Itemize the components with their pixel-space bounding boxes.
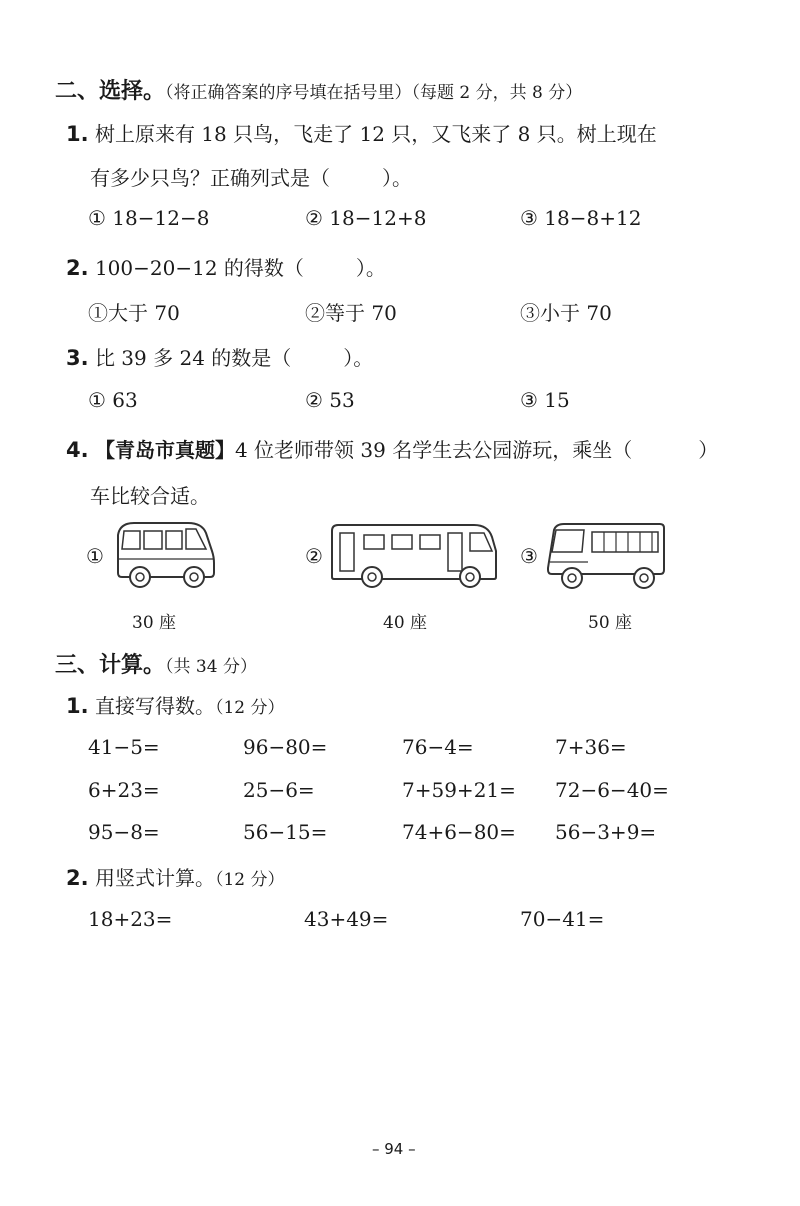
question-4-line1 xyxy=(66,434,718,463)
calc-item: 95−8= xyxy=(88,820,160,844)
calc-item: 7+59+21= xyxy=(402,778,516,802)
question-text: ）。 xyxy=(355,256,386,280)
seat-label: 40 座 xyxy=(383,613,428,633)
option-mark-1: ① xyxy=(86,544,104,568)
question-number: 1. xyxy=(66,122,89,146)
question-text: 用竖式计算。 xyxy=(94,866,215,890)
question-text: 100−20−12 的得数（ xyxy=(94,256,304,280)
option-1: ① 63 xyxy=(88,388,138,412)
coach-bus-icon xyxy=(544,518,668,592)
question-text: 有多少只鸟？正确列式是（ xyxy=(90,166,330,190)
calc-item: 56−3+9= xyxy=(555,820,657,844)
question-score: （12 分） xyxy=(214,870,285,890)
question-text: ）。 xyxy=(343,346,374,370)
option-2: ②等于 70 xyxy=(305,301,397,325)
city-bus-icon xyxy=(328,521,500,589)
source-tag: 【青岛市真题】 xyxy=(94,438,235,462)
seat-label: 50 座 xyxy=(588,613,633,633)
question-text: 直接写得数。 xyxy=(94,694,215,718)
question-1-line1 xyxy=(66,118,657,147)
calc-item: 41−5= xyxy=(88,735,160,759)
calc-item: 76−4= xyxy=(402,735,474,759)
vertical-calc-item: 43+49= xyxy=(304,907,389,931)
question-number: 2. xyxy=(66,866,89,890)
vertical-calc-item: 18+23= xyxy=(88,907,173,931)
calc-item: 6+23= xyxy=(88,778,160,802)
question-text: ） xyxy=(698,438,719,462)
question-score: （12 分） xyxy=(214,698,285,718)
question-3 xyxy=(66,342,373,371)
option-3: ③ 15 xyxy=(520,388,570,412)
section3-title: 三、计算。 xyxy=(55,653,166,678)
option-1: ① 18−12−8 xyxy=(88,206,210,230)
question-4-line2: 车比较合适。 xyxy=(90,484,210,508)
question-number: 4. xyxy=(66,438,89,462)
page-number: – 94 – xyxy=(372,1140,416,1158)
option-1: ①大于 70 xyxy=(88,301,180,325)
calc-question-1 xyxy=(66,690,285,719)
option-3: ③ 18−8+12 xyxy=(520,206,642,230)
question-1-line2 xyxy=(90,162,412,191)
question-text: 树上原来有 18 只鸟，飞走了 12 只，又飞来了 8 只。树上现在 xyxy=(94,122,657,146)
option-mark-2: ② xyxy=(305,544,323,568)
question-text: ）。 xyxy=(382,166,412,190)
question-number: 2. xyxy=(66,256,89,280)
seat-label: 30 座 xyxy=(132,613,177,633)
calc-item: 25−6= xyxy=(243,778,315,802)
section2-note: （将正确答案的序号填在括号里）（每题 2 分，共 8 分） xyxy=(165,83,583,103)
vertical-calc-item: 70−41= xyxy=(520,907,605,931)
section3-note: （共 34 分） xyxy=(165,657,257,677)
section3-header xyxy=(55,648,257,679)
section2-header xyxy=(55,74,582,105)
minibus-icon xyxy=(110,517,216,591)
calc-question-2 xyxy=(66,862,285,891)
calc-item: 7+36= xyxy=(555,735,627,759)
calc-item: 96−80= xyxy=(243,735,328,759)
question-2 xyxy=(66,252,386,281)
question-number: 1. xyxy=(66,694,89,718)
calc-item: 74+6−80= xyxy=(402,820,516,844)
question-number: 3. xyxy=(66,346,89,370)
question-text: 比 39 多 24 的数是（ xyxy=(94,346,292,370)
option-2: ② 18−12+8 xyxy=(305,206,427,230)
question-text: 4 位老师带领 39 名学生去公园游玩，乘坐（ xyxy=(234,438,633,462)
option-2: ② 53 xyxy=(305,388,355,412)
calc-item: 56−15= xyxy=(243,820,328,844)
calc-item: 72−6−40= xyxy=(555,778,669,802)
option-mark-3: ③ xyxy=(520,544,538,568)
option-3: ③小于 70 xyxy=(520,301,612,325)
section2-title: 二、选择。 xyxy=(55,79,166,104)
